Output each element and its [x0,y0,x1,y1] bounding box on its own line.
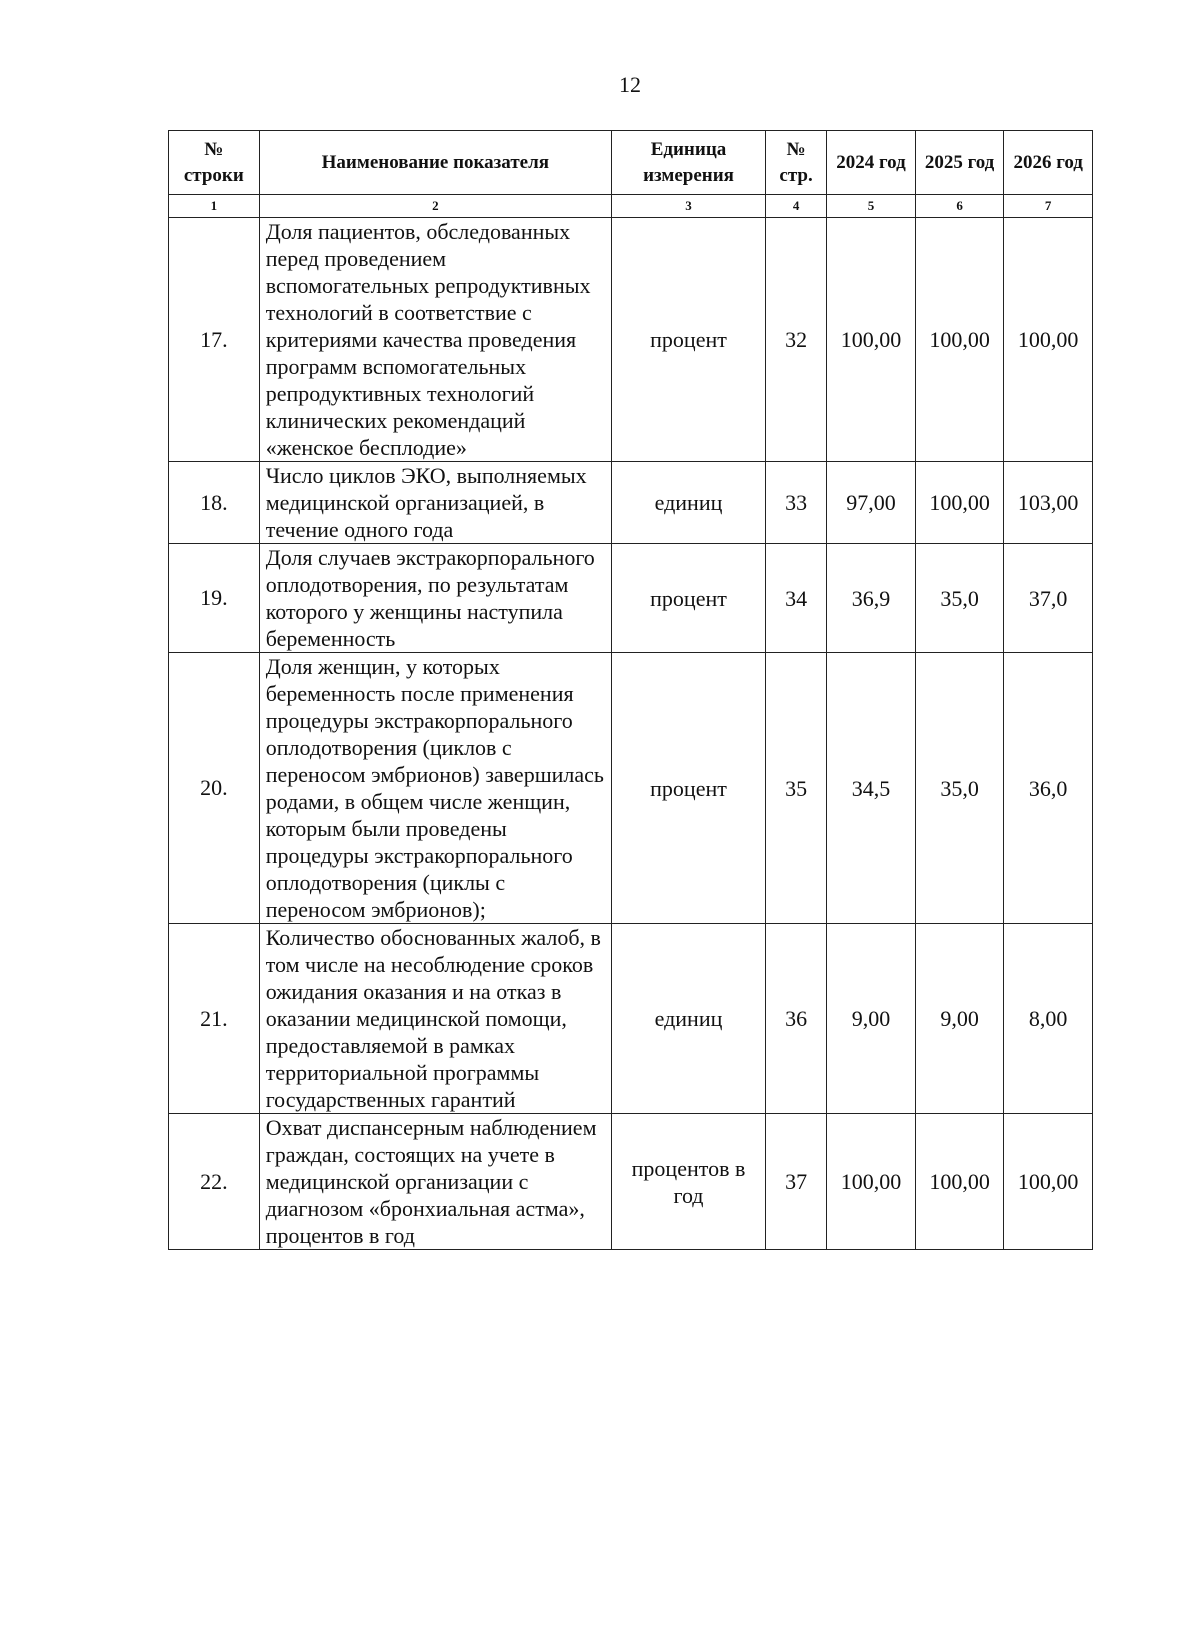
header-2026: 2026 год [1004,131,1093,195]
unit: процент [612,653,766,924]
unit: процентов в год [612,1114,766,1250]
header-row-number: № строки [169,131,260,195]
value-2026: 37,0 [1004,544,1093,653]
unit: процент [612,544,766,653]
indicator-name: Доля случаев экстракорпорального оплодотворения, по результатам которого у женщины наступила беременность [259,544,611,653]
line-number: 33 [766,462,827,544]
indicator-name: Число циклов ЭКО, выполняемых медицинской организацией, в течение одного года [259,462,611,544]
value-2026: 100,00 [1004,218,1093,462]
header-line-number: № стр. [766,131,827,195]
value-2024: 36,9 [827,544,916,653]
value-2025: 35,0 [915,544,1004,653]
column-number: 2 [259,195,611,218]
header-row [169,131,1093,195]
header-2024: 2024 год [827,131,916,195]
value-2026: 8,00 [1004,924,1093,1114]
indicator-name: Количество обоснованных жалоб, в том числе на несоблюдение сроков ожидания оказания и на отказ в оказании медицинской помощи, предоставляемой в рамках территориальной программы государственных гарантий [259,924,611,1114]
column-number: 3 [612,195,766,218]
table-row [169,218,1093,462]
value-2026: 36,0 [1004,653,1093,924]
value-2025: 100,00 [915,462,1004,544]
line-number: 37 [766,1114,827,1250]
column-number: 5 [827,195,916,218]
header-2025: 2025 год [915,131,1004,195]
table-row [169,544,1093,653]
indicator-name: Доля женщин, у которых беременность после применения процедуры экстракорпорального оплодотворения (циклов с переносом эмбрионов) завершилась родами, в общем числе женщин, которым были проведены процедуры экстракорпорального оплодотворения (циклы с переносом эмбрионов); [259,653,611,924]
header-indicator-name: Наименование показателя [259,131,611,195]
indicators-table [168,130,1093,1250]
header-unit: Единица измерения [612,131,766,195]
value-2025: 35,0 [915,653,1004,924]
table-row [169,462,1093,544]
unit: единиц [612,462,766,544]
line-number: 34 [766,544,827,653]
value-2024: 34,5 [827,653,916,924]
column-number: 4 [766,195,827,218]
column-number: 6 [915,195,1004,218]
table-row [169,924,1093,1114]
page-number: 12 [619,72,641,97]
row-number: 20. [169,653,260,924]
value-2024: 100,00 [827,218,916,462]
unit: единиц [612,924,766,1114]
row-number: 21. [169,924,260,1114]
column-number: 1 [169,195,260,218]
table-row [169,653,1093,924]
column-number-row [169,195,1093,218]
value-2024: 97,00 [827,462,916,544]
unit: процент [612,218,766,462]
value-2026: 100,00 [1004,1114,1093,1250]
value-2024: 100,00 [827,1114,916,1250]
value-2026: 103,00 [1004,462,1093,544]
value-2024: 9,00 [827,924,916,1114]
row-number: 18. [169,462,260,544]
value-2025: 100,00 [915,1114,1004,1250]
value-2025: 9,00 [915,924,1004,1114]
row-number: 22. [169,1114,260,1250]
table-row [169,1114,1093,1250]
line-number: 32 [766,218,827,462]
line-number: 36 [766,924,827,1114]
line-number: 35 [766,653,827,924]
value-2025: 100,00 [915,218,1004,462]
indicator-name: Охват диспансерным наблюдением граждан, состоящих на учете в медицинской организации с диагнозом «бронхиальная астма», процентов в год [259,1114,611,1250]
row-number: 19. [169,544,260,653]
column-number: 7 [1004,195,1093,218]
indicator-name: Доля пациентов, обследованных перед проведением вспомогательных репродуктивных технологий в соответствие с критериями качества проведения программ вспомогательных репродуктивных технологий клинических рекомендаций «женское бесплодие» [259,218,611,462]
row-number: 17. [169,218,260,462]
